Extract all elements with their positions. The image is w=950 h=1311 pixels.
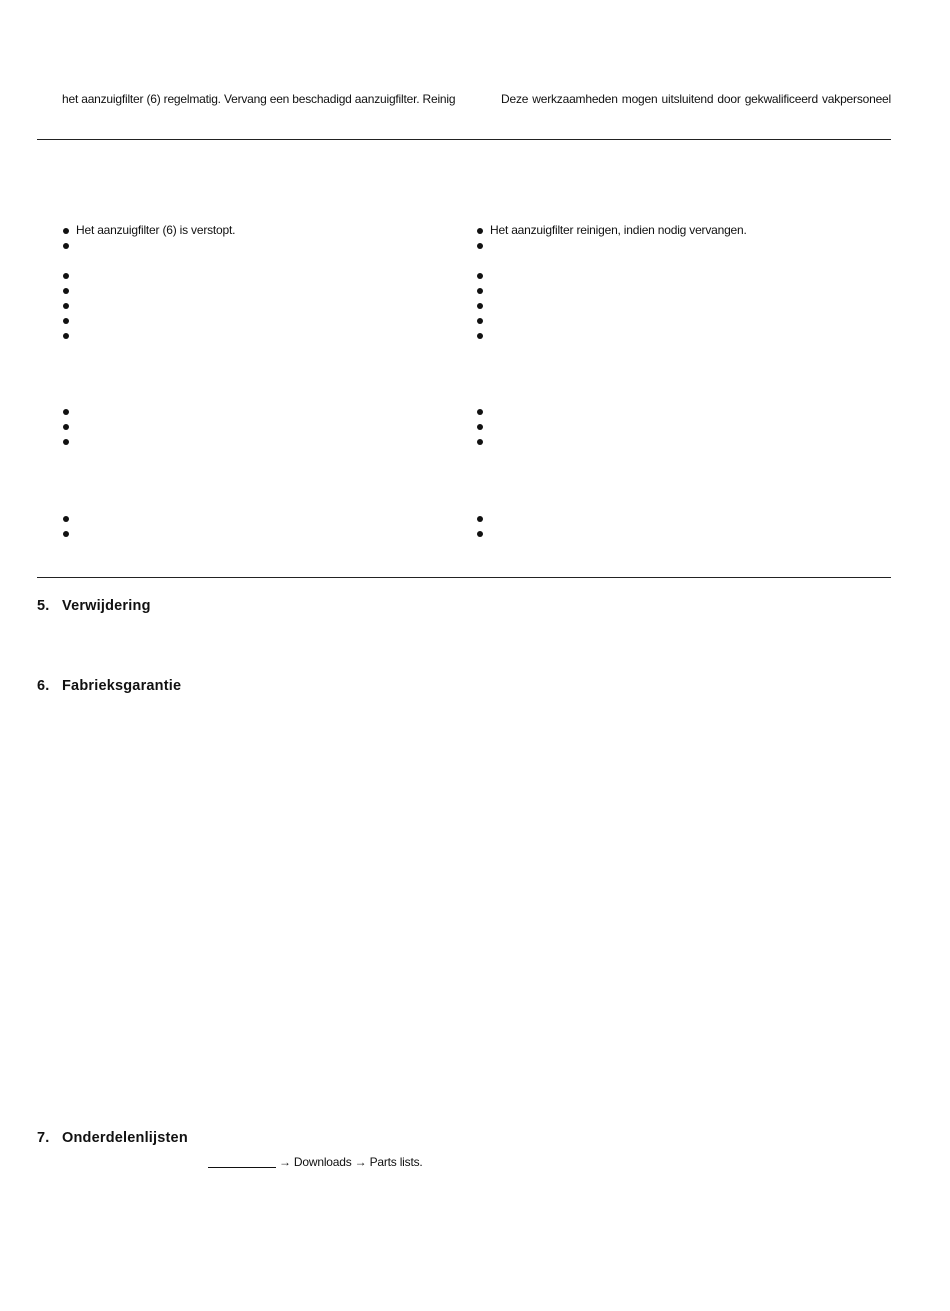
remedy-item — [476, 419, 490, 434]
remedy-item — [476, 434, 490, 449]
section-number: 6. — [37, 678, 50, 694]
troubleshooting-remedies-3 — [476, 511, 490, 541]
cause-item: Het aanzuigfilter (6) is verstopt. — [62, 223, 235, 238]
section-number: 5. — [37, 598, 50, 614]
troubleshooting-causes-2 — [62, 404, 76, 449]
troubleshooting-causes-3 — [62, 511, 76, 541]
remedy-item — [476, 511, 490, 526]
parts-list-path — [208, 1155, 423, 1169]
troubleshooting-remedies-2 — [476, 404, 490, 449]
cause-item — [62, 404, 76, 419]
remedy-item — [476, 298, 747, 313]
remedy-item — [476, 313, 747, 328]
remedy-item — [476, 238, 747, 253]
parts-list-path-text: → Downloads → Parts lists. — [279, 1155, 423, 1169]
remedy-item — [476, 283, 747, 298]
section-number: 7. — [37, 1130, 50, 1146]
section-title: Verwijdering — [62, 598, 151, 614]
section-heading-verwijdering — [37, 598, 151, 614]
section-title: Onderdelenlijsten — [62, 1130, 188, 1146]
paragraph-fragment-right: Deze werkzaamheden mogen uitsluitend door gekwalificeerd vakpersoneel — [501, 92, 891, 106]
cause-item — [62, 434, 76, 449]
divider-top — [37, 139, 891, 140]
cause-item — [62, 298, 235, 313]
cause-item — [62, 268, 235, 283]
cause-item — [62, 328, 235, 343]
remedy-item — [476, 404, 490, 419]
cause-item — [62, 238, 235, 253]
troubleshooting-causes — [62, 223, 235, 343]
remedy-item — [476, 328, 747, 343]
section-title: Fabrieksgarantie — [62, 678, 182, 694]
troubleshooting-remedies — [476, 223, 747, 343]
cause-item — [62, 283, 235, 298]
website-link[interactable] — [208, 1155, 276, 1168]
cause-item — [62, 511, 76, 526]
remedy-item — [476, 268, 747, 283]
section-heading-fabrieksgarantie — [37, 678, 181, 694]
cause-item — [62, 526, 76, 541]
section-heading-onderdelenlijsten — [37, 1130, 188, 1146]
remedy-item — [476, 526, 490, 541]
divider-bottom — [37, 577, 891, 578]
cause-item — [62, 313, 235, 328]
cause-item — [62, 419, 76, 434]
remedy-item: Het aanzuigfilter reinigen, indien nodig vervangen. — [476, 223, 747, 238]
paragraph-fragment-left: het aanzuigfilter (6) regelmatig. Vervang een beschadigd aanzuigfilter. Reinig — [62, 92, 456, 106]
